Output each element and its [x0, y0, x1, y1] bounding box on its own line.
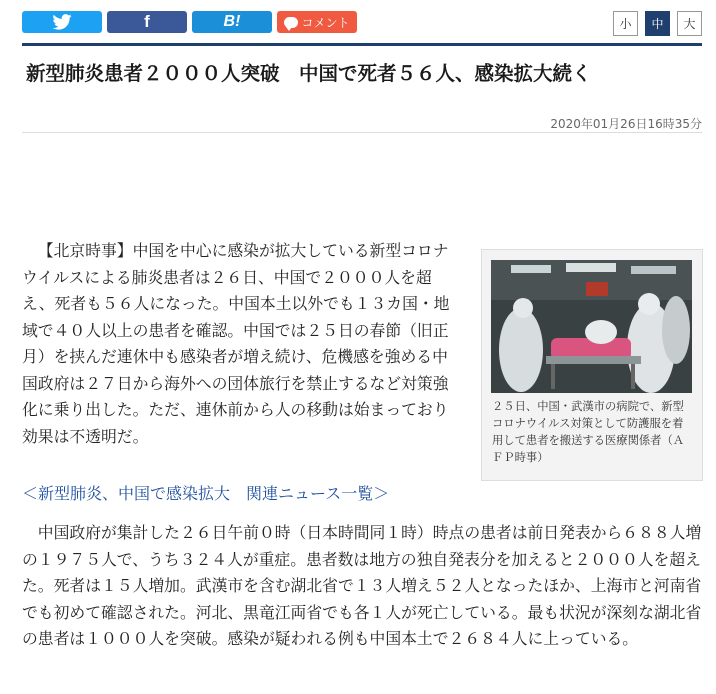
hospital-scene-image — [491, 260, 692, 393]
photo-figure — [481, 249, 703, 481]
font-size-large-button[interactable]: 大 — [677, 11, 702, 36]
photo-caption: ２５日、中国・武漢市の病院で、新型コロナウイルス対策として防護服を着用して患者を搬送する医療関係者（ＡＦＰ時事） — [492, 400, 685, 464]
article-paragraph-2: 中国政府が集計した２６日午前０時（日本時間同１時）時点の患者は前日発表から６８８人増の１９７５人で、うち３２４人が重症。患者数は地方の独自発表分を加えると２０００人を超えた。死者は１５人増加。武漢市を含む湖北省で１３人増え５２人となったほか、上海市と河南省でも初めて確認された。河北、黒竜江両省でも各１人が死亡している。最も状況が深刻な湖北省の患者は１０００人を突破。感染が疑われる例も中国本土で２６８４人に上っている。 — [22, 523, 702, 648]
hatena-icon: B! — [223, 13, 241, 30]
facebook-icon: f — [144, 12, 150, 31]
comment-button[interactable] — [277, 11, 357, 33]
article-paragraph-1: 【北京時事】中国を中心に感染が拡大している新型コロナウイルスによる肺炎患者は２６日、中国で２０００人を超え、死者も５６人になった。中国本土以外でも１３カ国・地域で４０人以上の患者を確認。中国では２５日の春節（旧正月）を挟んだ連休中も感染者が増え続け、危機感を強める中国政府は２７日から海外への団体旅行を禁止するなど対策強化に乗り出した。ただ、連休前から人の移動は始まっており効果は不透明だ。 — [22, 241, 450, 446]
twitter-share-button[interactable] — [22, 11, 102, 33]
article-title: 新型肺炎患者２０００人突破 中国で死者５６人、感染拡大続く — [26, 62, 592, 85]
hatena-bookmark-button[interactable] — [192, 11, 272, 33]
font-size-medium-button[interactable]: 中 — [645, 11, 670, 36]
comment-label: コメント — [301, 15, 350, 30]
facebook-share-button[interactable] — [107, 11, 187, 33]
title-divider — [22, 132, 702, 133]
header-divider — [22, 43, 702, 46]
hospital-photo[interactable] — [491, 260, 692, 393]
font-size-small-button[interactable]: 小 — [613, 11, 638, 36]
comment-bubble-icon — [284, 17, 298, 28]
article-date: 2020年01月26日16時35分 — [550, 117, 702, 131]
related-news-link[interactable]: ＜新型肺炎、中国で感染拡大 関連ニュース一覧＞ — [22, 484, 390, 503]
twitter-bird-icon — [52, 14, 72, 30]
